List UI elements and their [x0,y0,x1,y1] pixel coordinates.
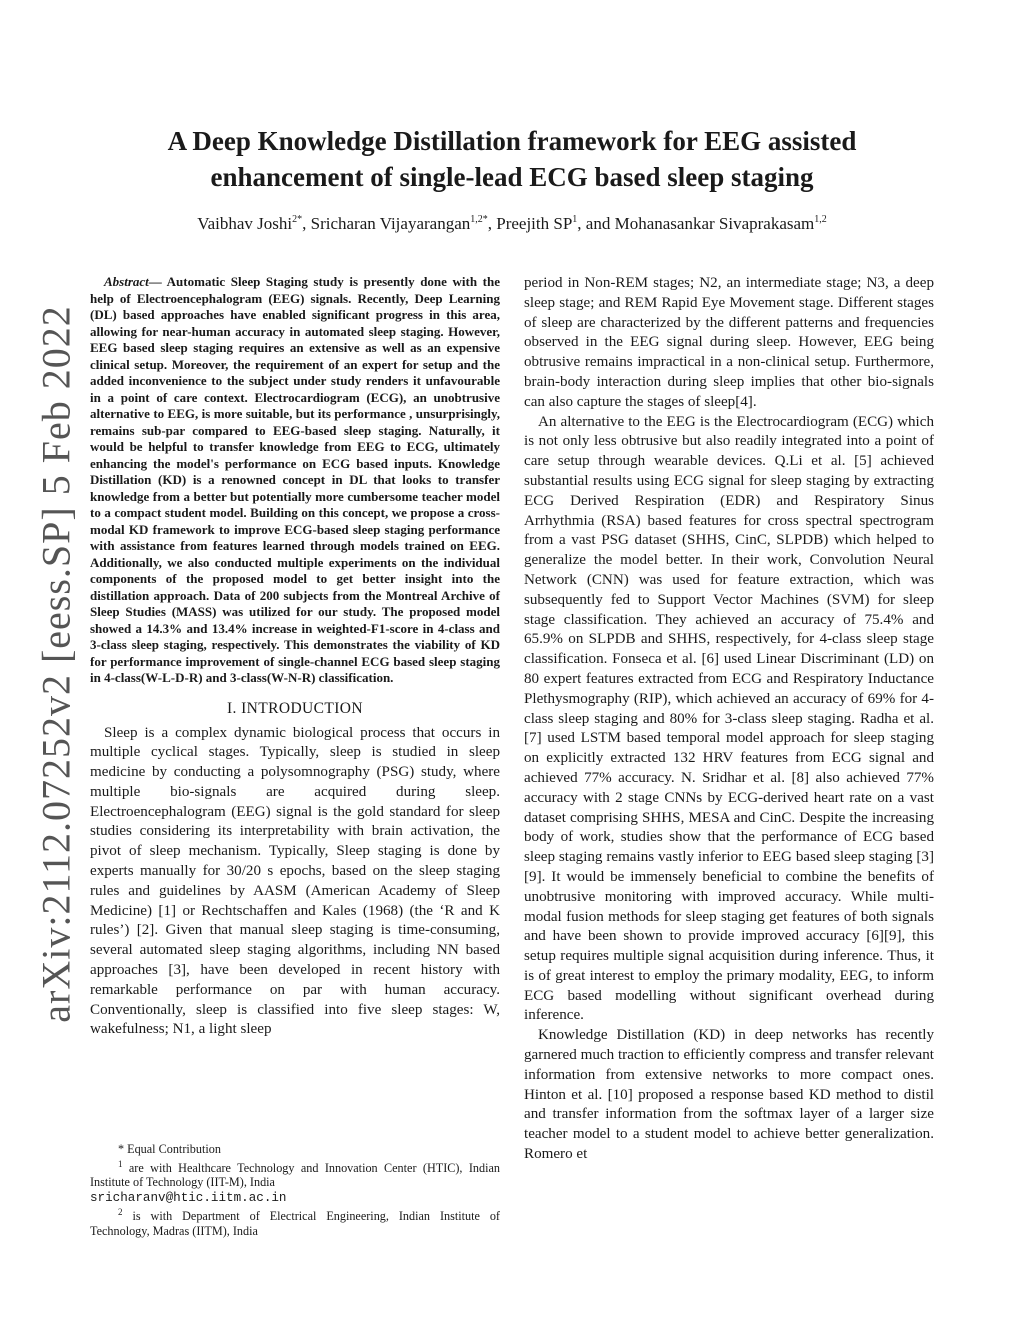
author-name: Sricharan Vijayarangan [310,214,471,233]
body-paragraph: Knowledge Distillation (KD) in deep networks has recently garnered much traction to efficiently compress and transfer relevant information from extensive networks to more compact ones. Hinton et al. [10] proposed a response based KD method to distil and transfer information from the softmax layer of a larger size teacher model to a student model to achieve better generalization. Romero et [524,1027,934,1163]
abstract-label: Abstract [104,274,149,289]
footnote-text: are with Healthcare Technology and Innovation Center (HTIC), Indian Institute of Technology (IIT-M), India [90,1160,500,1190]
abstract-text: — Automatic Sleep Staging study is presently done with the help of Electroencephalogram (EEG) signals. Recently, Deep Learning (DL) based approaches have enabled significant progress in this area, allowing for near-human accuracy in automated sleep staging. However, EEG based sleep staging requires an extensive as well as an expensive clinical setup. Moreover, the requirement of an expert for setup and the added inconvenience to the subject under study renders it unfavourable in a point of care context. Electrocardiogram (ECG), an unobtrusive alternative to EEG, is more suitable, but its performance , unsurprisingly, remains sub-par compared to EEG-based sleep staging. Naturally, it would be helpful to transfer knowledge from EEG to ECG, ultimately enhancing the model's performance on ECG based inputs. Knowledge Distillation (KD) is a renowned concept in DL that looks to transfer knowledge from a better but potentially more cumbersome teacher model to a compact student model. Building on this concept, we propose a cross-modal KD framework to improve ECG-based sleep staging performance with assistance from features learned through models trained on EEG. Additionally, we also conducted multiple experiments on the individual components of the proposed model to get better insight into the distillation approach. Data of 200 subjects from the Montreal Archive of Sleep Studies (MASS) was utilized for our study. The proposed model showed a 14.3% and 13.4% increase in weighted-F1-score in 4-class and 3-class sleep staging, respectively. This demonstrates the viability of KD for performance improvement of single-channel ECG based sleep staging in 4-class(W-L-D-R) and 3-class(W-N-R) classification. [90,274,500,685]
title-line-1: A Deep Knowledge Distillation framework for EEG assisted [167,126,857,156]
footnote-equal-contribution: * Equal Contribution [118,1142,221,1156]
footnote-affiliation-2 [90,1205,500,1238]
right-column [524,274,934,1165]
author-affiliation-mark: 1,2* [470,214,488,225]
footnote-text: is with Department of Electrical Engineering, Indian Institute of Technology, Madras (IITM), India [90,1209,500,1238]
author-list: Vaibhav Joshi$^{2*}$, Sricharan Vijayarangan$^{1,2*}$, Preejith $SP^1$, and Mohanasankar Sivaprakasam$^{1,2}$ [197,214,827,233]
author-email: sricharanv@htic.iitm.ac.in [90,1190,287,1205]
arxiv-identifier-stamp: arXiv:2112.07252v2 [eess.SP] 5 Feb 2022 [33,305,79,1023]
author-name: Vaibhav Joshi [197,214,293,233]
author-affiliation-mark: 2* [292,214,303,225]
section-heading-introduction: I. INTRODUCTION [226,699,363,717]
author-name: Preejith SP [496,214,573,233]
footnotes [90,1142,500,1239]
paper-title [60,123,964,195]
footnote-mark: 1 [118,1158,123,1169]
footnote-mark: 2 [118,1207,123,1218]
left-column [90,274,500,1040]
abstract [90,274,500,687]
author-affiliation-mark: 1 [572,214,578,225]
footnote-affiliation-1 [90,1157,500,1206]
author-affiliation-mark: 1,2 [814,214,827,225]
intro-paragraph: Sleep is a complex dynamic biological process that occurs in multiple cyclical stages. Typically, sleep is studied in sleep medicine by conducting a polysomnography (PSG) study, where multiple bio-signals are acquired during sleep. Electroencephalogram (EEG) signal is the gold standard for sleep studies considering its interpretability with brain activation, the pivot of sleep mechanism. Typically, Sleep staging is done by experts manually for 30/20 s epochs, based on the sleep staging rules and guidelines by AASM (American Academy of Sleep Medicine) [1] or Rechtschaffen and Kales (1968) (the ‘R and K rules’) [2]. Given that manual sleep staging is time-consuming, several automated sleep staging algorithms, including NN based approaches [3], have been developed in recent history with remarkable performance on par with human accuracy. Conventionally, sleep is classified into five sleep stages: W, wakefulness; N1, a light sleep [90,724,500,1038]
author-name: Mohanasankar Sivaprakasam [614,214,815,233]
body-paragraph: period in Non-REM stages; N2, an intermediate stage; N3, a deep sleep stage; and REM Rapid Eye Movement stage. Different stages of sleep are characterized by the different patterns and frequencies observed in the EEG signal during sleep. However, EEG being obtrusive remains impractical in a non-clinical setup. Furthermore, brain-body interaction during sleep implies that other bio-signals can also capture the stages of sleep[4]. [524,275,934,410]
title-line-2: enhancement of single-lead ECG based sleep staging [210,162,814,192]
body-paragraph: An alternative to the EEG is the Electrocardiogram (ECG) which is not only less obtrusive but also readily integrated into a point of care setup through wearable devices. Q.Li et al. [5] achieved substantial results using ECG signal for sleep staging by extracting ECG Derived Respiration (EDR) and Respiratory Sinus Arrhythmia (RSA) based features for cross spectral spectrogram from a vast PSG dataset (SHHS, CinC, SLPDB) which helped to generalize the model better. In their work, Convolution Neural Network (CNN) was used for feature extraction, which was subsequently fed to Support Vector Machines (SVM) for sleep stage classification. They achieved an accuracy of 75.4% and 65.9% on SLPDB and SHHS, respectively, for 4-class sleep stage classification. Fonseca et al. [6] used Linear Discriminant (LD) on 80 expert features extracted from ECG and Respiratory Inductance Plethysmography (RIP), which achieved an accuracy of 69% for 4-class sleep staging and 80% for 3-class sleep staging. Radha et al. [7] used LSTM based temporal model approach for sleep staging on explicitly extracted 132 HRV features from ECG signal and achieved 77% accuracy. N. Sridhar et al. [8] also achieved 77% accuracy with 2 stage CNNs by ECG-derived heart rate on a vast dataset comprising SHHS, MESA and CinC. Despite the increasing body of work, studies show that the performance of ECG based sleep staging remains vastly inferior to EEG based sleep staging [3][9]. It would be immensely beneficial to combine the benefits of unobtrusive monitoring with improved accuracy. While multi-modal fusion methods for sleep staging get features of both signals and have been shown to provide improved accuracy [6][9], this setup requires multiple signal acquisition during inference. Thus, it is of great interest to employ the primary modality, EEG, to inform ECG based modelling without significant overhead during inference. [524,413,934,1024]
